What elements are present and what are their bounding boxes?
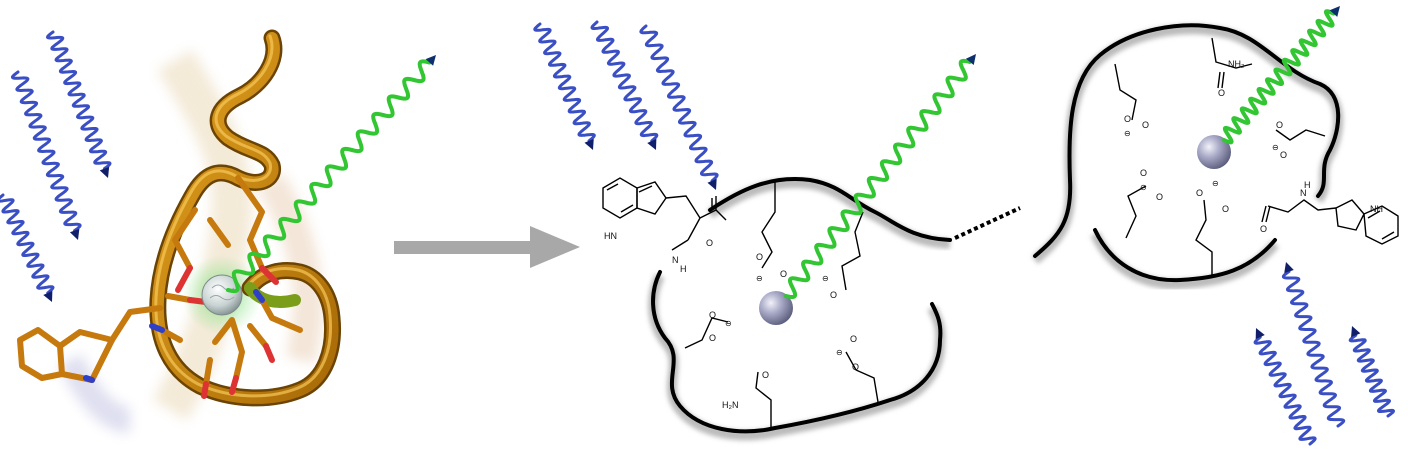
carboxylate-o: O <box>1276 120 1284 130</box>
amide-h-label: H <box>1304 180 1311 190</box>
charge-minus: ⊖ <box>756 274 763 283</box>
charge-minus: ⊖ <box>1124 129 1131 138</box>
charge-minus: ⊖ <box>1212 179 1219 188</box>
peptide-loop-schematic-left <box>603 178 1020 435</box>
amide-nh2-label: H₂N <box>722 400 739 410</box>
excitation-waves-right <box>1255 262 1393 444</box>
tryptophan-sidechain <box>20 308 160 380</box>
blue-squiggle-arrow-icon <box>1283 262 1343 426</box>
charge-minus: ⊖ <box>725 319 732 328</box>
blue-squiggle-arrow-icon <box>13 72 81 240</box>
carbonyl-o: O <box>830 290 838 300</box>
peptide-structure-3d <box>20 36 333 420</box>
blue-squiggle-arrow-icon <box>0 195 53 302</box>
charge-minus: ⊖ <box>1140 183 1147 192</box>
excitation-waves-middle <box>535 22 717 190</box>
charge-minus: ⊖ <box>836 348 843 357</box>
carboxylate-o: O <box>1140 168 1148 178</box>
carbonyl-o-label: O <box>706 238 714 248</box>
carboxylate-o: O <box>780 269 788 279</box>
carboxylate-o: O <box>1222 204 1230 214</box>
carboxylate-o: O <box>756 252 764 262</box>
indole-nh-label: HN <box>604 231 617 241</box>
blue-squiggle-arrow-icon <box>641 26 717 190</box>
blue-squiggle-arrow-icon <box>1350 326 1393 416</box>
blue-squiggle-arrow-icon <box>1255 328 1315 444</box>
amide-n-label: N <box>1300 188 1307 198</box>
peptide-loop-schematic-right <box>1035 25 1398 284</box>
carboxylate-o: O <box>709 310 717 320</box>
charge-minus: ⊖ <box>1272 143 1279 152</box>
excitation-waves-left <box>0 32 110 302</box>
blue-squiggle-arrow-icon <box>48 32 111 178</box>
carbonyl-o: O <box>1218 88 1226 98</box>
indole-nh-label: NH <box>1370 204 1383 214</box>
carboxylate-o: O <box>850 334 858 344</box>
green-squiggle-arrow-icon <box>786 54 976 297</box>
amide-n-label: N <box>672 255 679 265</box>
amide-h-label: H <box>680 264 687 274</box>
carboxylate-o: O <box>1280 150 1288 160</box>
charge-minus: ⊖ <box>822 274 829 283</box>
carboxylate-o: O <box>709 333 717 343</box>
carbonyl-o: O <box>762 370 770 380</box>
right-arrow-icon <box>394 226 580 268</box>
blue-squiggle-arrow-icon <box>535 24 595 150</box>
amide-nh2-label: NH₂ <box>1228 59 1245 69</box>
emission-wave-middle <box>786 54 976 297</box>
carboxylate-o: O <box>1156 192 1164 202</box>
carboxylate-o: O <box>1124 114 1132 124</box>
carbonyl-o: O <box>1260 224 1268 234</box>
carboxylate-o: O <box>1142 120 1150 130</box>
carboxylate-o: O <box>852 362 860 372</box>
carboxylate-o: O <box>1196 188 1204 198</box>
